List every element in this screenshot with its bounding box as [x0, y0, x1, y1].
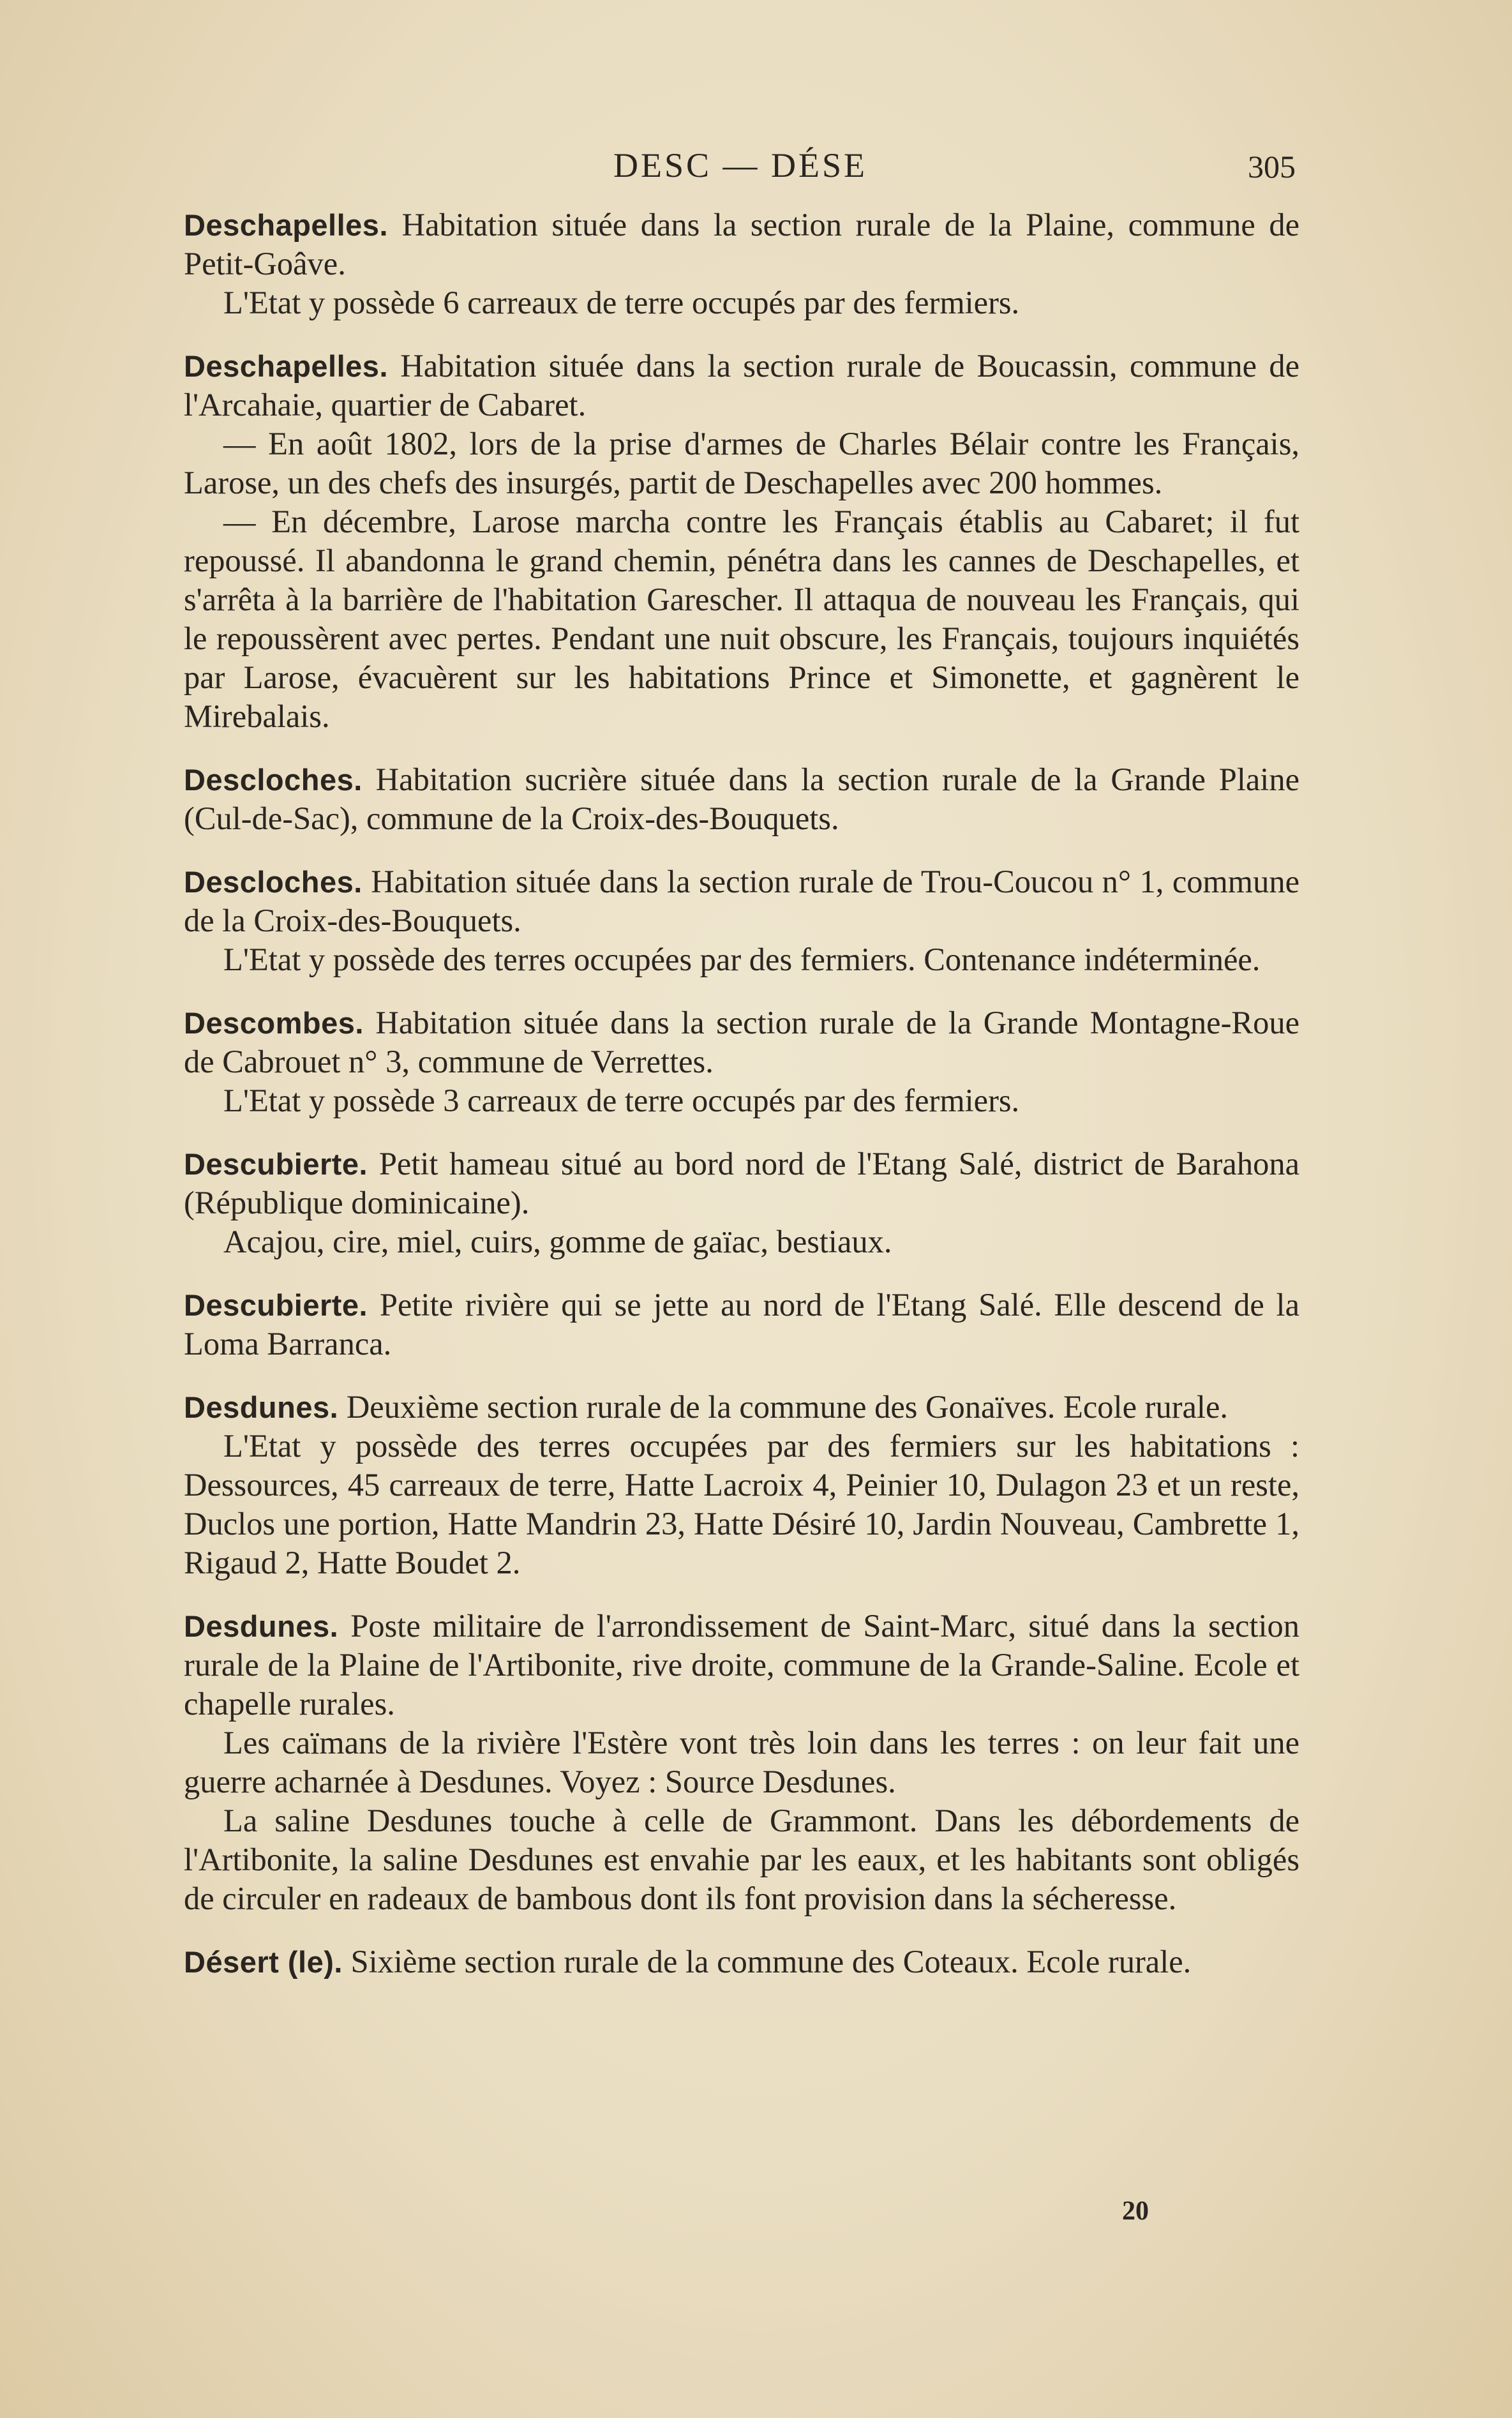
signature-mark: 20 — [1122, 2196, 1149, 2226]
entry-paragraph: L'Etat y possède des terres occupées par des fermiers. Contenance indéterminée. — [223, 942, 1261, 977]
running-head: DESC — DÉSE — [613, 146, 868, 184]
entry-deschapelles-1 — [184, 206, 1299, 322]
entry-paragraph — [184, 1942, 1299, 1981]
entry-headword: Deschapelles. — [184, 349, 389, 383]
entry-descubierte-2 — [184, 1286, 1299, 1363]
entry-paragraph: — En décembre, Larose marcha contre les Français établis au Cabaret; il fut repoussé. Il abandonna le grand chemin, pénétra dans les cannes de Deschapelles, et s'arrêta à la barrière de l'habitation Garescher. Il attaqua de nouveau les Français, qui le repoussèrent avec pertes. Pendant une nuit obscure, les Français, toujours inquiétés par Larose, évacuèrent sur les habitations Prince et Simonette, et gagnèrent le Mirebalais. — [184, 504, 1299, 734]
entry-headword: Descloches. — [184, 865, 363, 899]
entry-paragraph — [184, 1286, 1299, 1363]
entry-text: Habitation située dans la section rurale de Trou-Coucou n° 1, commune de la Croix-des-Bouquets. — [184, 864, 1299, 938]
page-header — [185, 146, 1296, 190]
entry-headword: Desdunes. — [184, 1609, 339, 1643]
entry-paragraph — [184, 862, 1299, 940]
entry-paragraph: Les caïmans de la rivière l'Estère vont très loin dans les terres : on leur fait une guerre acharnée à Desdunes. Voyez : Source Desdunes. — [184, 1725, 1299, 1799]
entry-headword: Descombes. — [184, 1006, 364, 1040]
entry-descubierte-1 — [184, 1145, 1299, 1261]
entry-text: Sixième section rurale de la commune des Coteaux. Ecole rurale. — [342, 1944, 1192, 1979]
entry-text: Habitation située dans la section rurale de la Grande Montagne-Roue de Cabrouet n° 3, commune de Verrettes. — [184, 1005, 1299, 1079]
entry-paragraph: La saline Desdunes touche à celle de Grammont. Dans les débordements de l'Artibonite, la saline Desdunes est envahie par les eaux, et les habitants sont obligés de circuler en radeaux de bambous dont ils font provision dans la sécheresse. — [184, 1803, 1299, 1916]
entry-paragraph — [184, 1388, 1299, 1427]
entry-paragraph — [184, 206, 1299, 283]
entry-text: Habitation sucrière située dans la section rurale de la Grande Plaine (Cul-de-Sac), commune de la Croix-des-Bouquets. — [184, 762, 1299, 836]
entry-headword: Descubierte. — [184, 1288, 368, 1322]
entry-paragraph — [184, 1145, 1299, 1222]
entry-paragraph: L'Etat y possède 3 carreaux de terre occupés par des fermiers. — [223, 1083, 1020, 1118]
entry-headword: Désert (le). — [184, 1945, 343, 1979]
dictionary-body — [184, 206, 1299, 2006]
entry-paragraph — [184, 1607, 1299, 1723]
page-number: 305 — [1248, 149, 1296, 184]
entry-desdunes-2 — [184, 1607, 1299, 1918]
entry-paragraph: Acajou, cire, miel, cuirs, gomme de gaïac, bestiaux. — [223, 1224, 892, 1259]
entry-paragraph — [184, 1003, 1299, 1081]
entry-text: Petit hameau situé au bord nord de l'Etang Salé, district de Barahona (République dominicaine). — [184, 1146, 1299, 1220]
entry-deschapelles-2 — [184, 347, 1299, 736]
entry-headword: Descloches. — [184, 763, 363, 797]
entry-descloches-2 — [184, 862, 1299, 979]
entry-text: Deuxième section rurale de la commune des Gonaïves. Ecole rurale. — [338, 1389, 1228, 1425]
entry-paragraph: — En août 1802, lors de la prise d'armes de Charles Bélair contre les Français, Larose, un des chefs des insurgés, partit de Deschapelles avec 200 hommes. — [184, 426, 1299, 500]
entry-text: Habitation située dans la section rurale de Boucassin, commune de l'Arcahaie, quartier de Cabaret. — [184, 348, 1299, 423]
entry-text: Petite rivière qui se jette au nord de l'Etang Salé. Elle descend de la Loma Barranca. — [184, 1287, 1299, 1362]
entry-descloches-1 — [184, 760, 1299, 838]
entry-paragraph — [184, 347, 1299, 424]
entry-paragraph — [184, 760, 1299, 838]
entry-headword: Deschapelles. — [184, 208, 389, 242]
entry-headword: Descubierte. — [184, 1147, 368, 1181]
entry-paragraph: L'Etat y possède des terres occupées par des fermiers sur les habitations : Dessources, 45 carreaux de terre, Hatte Lacroix 4, Peinier 10, Dulagon 23 et un reste, Duclos une portion, Hatte Mandrin 23, Hatte Désiré 10, Jardin Nouveau, Cambrette 1, Rigaud 2, Hatte Boudet 2. — [184, 1428, 1299, 1581]
entry-desert — [184, 1942, 1299, 1981]
entry-headword: Desdunes. — [184, 1390, 339, 1424]
entry-desdunes-1 — [184, 1388, 1299, 1582]
entry-text: Habitation située dans la section rurale de la Plaine, commune de Petit-Goâve. — [184, 207, 1299, 282]
entry-text: Poste militaire de l'arrondissement de Saint-Marc, situé dans la section rurale de la Plaine de l'Artibonite, rive droite, commune de la Grande-Saline. Ecole et chapelle rurales. — [184, 1608, 1299, 1722]
entry-descombes — [184, 1003, 1299, 1120]
entry-paragraph: L'Etat y possède 6 carreaux de terre occupés par des fermiers. — [223, 285, 1020, 320]
